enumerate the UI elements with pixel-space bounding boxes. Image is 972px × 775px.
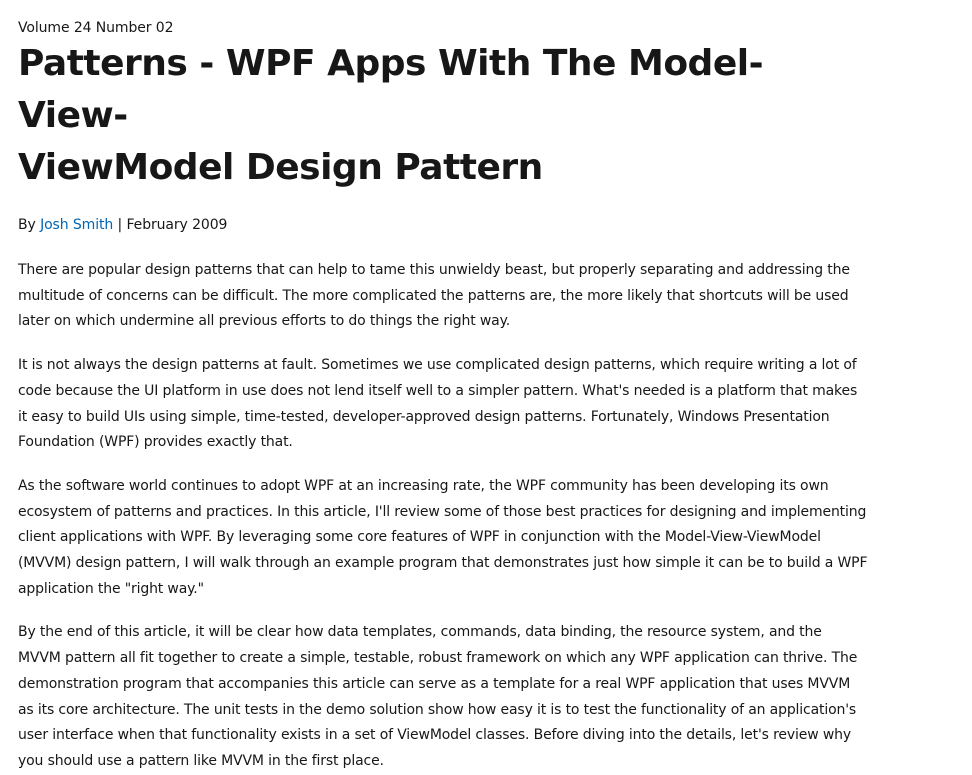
paragraph-3: As the software world continues to adopt WPF at an increasing rate, the WPF community has been developing its own ecosystem of patterns and practices. In this article, I'll review some of those best practices for designing and implementing client applications with WPF. By leveraging some core features of WPF in conjunction with the Model-View-ViewModel (MVVM) design pattern, I will walk through an example program that demonstrates just how simple it can be to build a WPF application the "right way." xyxy=(18,477,868,597)
article-content xyxy=(18,18,868,775)
publish-date: February 2009 xyxy=(126,217,228,233)
byline-prefix: By xyxy=(18,217,36,233)
page-title-line-2: ViewModel Design Pattern xyxy=(18,147,543,188)
paragraph-4: By the end of this article, it will be clear how data templates, commands, data binding, the resource system, and the MVVM pattern all fit together to create a simple, testable, robust framework on which any WPF application can thrive. The demonstration program that accompanies this article can serve as a template for a real WPF application that uses MVVM as its core architecture. The unit tests in the demo solution show how easy it is to test the functionality of an application's user interface when that functionality exists in a set of ViewModel classes. Before diving into the details, let's review why you should use a pattern like MVVM in the first place. xyxy=(18,624,858,769)
byline-separator: | xyxy=(117,217,123,233)
page-title xyxy=(18,38,868,194)
paragraph-2: It is not always the design patterns at fault. Sometimes we use complicated design patterns, which require writing a lot of code because the UI platform in use does not lend itself well to a simpler pattern. What's needed is a platform that makes it easy to build UIs using simple, time-tested, developer-approved design patterns. Fortunately, Windows Presentation Foundation (WPF) provides exactly that. xyxy=(18,357,858,451)
author-link[interactable]: Josh Smith xyxy=(40,217,114,233)
issue-label: Volume 24 Number 02 xyxy=(18,20,174,36)
page-title-line-1: Patterns - WPF Apps With The Model-View- xyxy=(18,43,764,136)
byline xyxy=(18,213,868,237)
paragraph-1: There are popular design patterns that can help to tame this unwieldy beast, but properly separating and addressing the multitude of concerns can be difficult. The more complicated the patterns are, the more likely that shortcuts will be used later on which undermine all previous efforts to do things the right way. xyxy=(18,262,850,330)
